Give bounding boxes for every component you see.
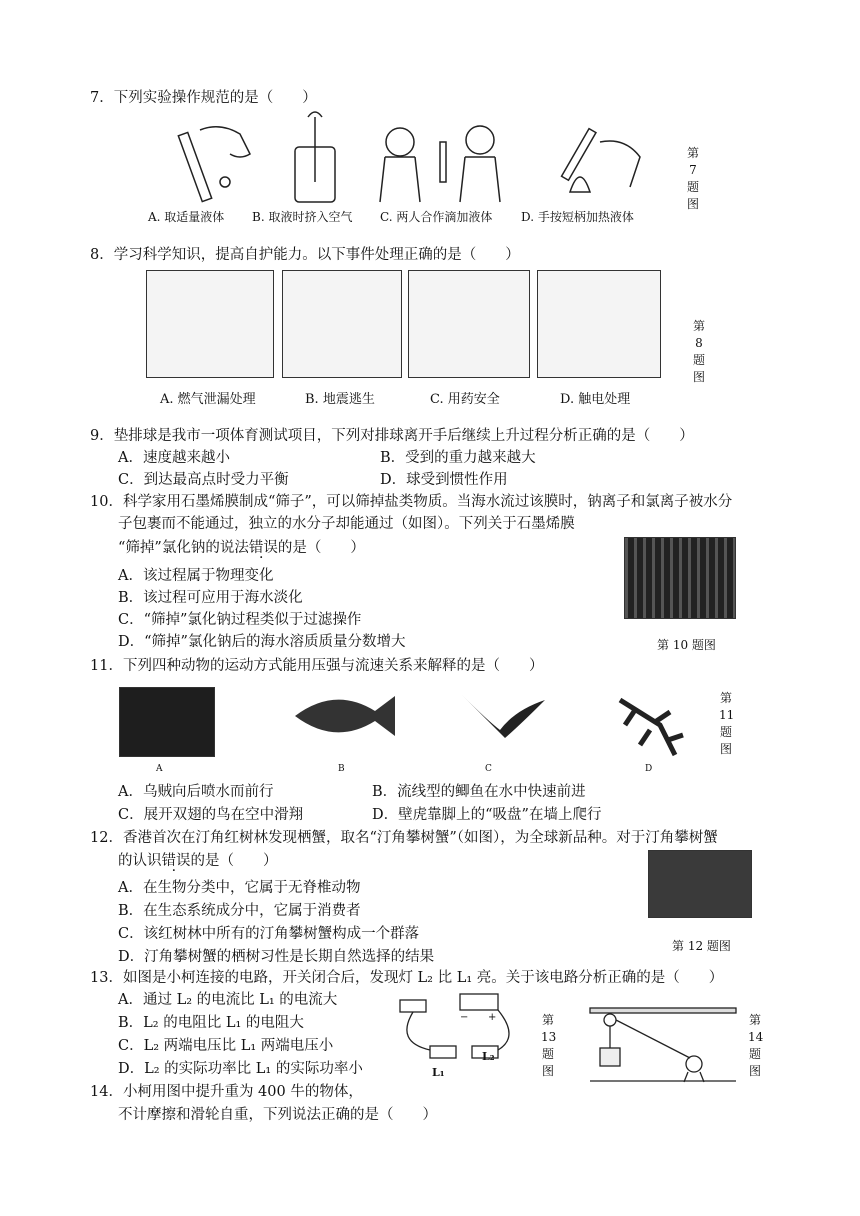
- q14-pulley-drawing: [590, 1006, 740, 1082]
- q11-bird-image: [462, 690, 547, 750]
- q11-fish-image: [290, 686, 400, 746]
- q10-stem-line2: 子包裹而不能通过，独立的水分子却能通过（如图）。下列关于石墨烯膜: [118, 516, 575, 532]
- q11-side-caption: 第 11 题 图: [719, 691, 735, 756]
- q7-illustrations: [170, 112, 670, 212]
- q13-option-a: A．通过 L₂ 的电流比 L₁ 的电流大: [118, 992, 338, 1008]
- q11-option-d: D．壁虎靠脚上的“吸盘”在墙上爬行: [372, 807, 602, 823]
- q12-option-a: A．在生物分类中，它属于无脊椎动物: [118, 880, 361, 896]
- q10-graphene-image: [624, 537, 736, 619]
- q7-option-d: D. 手按短柄加热液体: [521, 210, 634, 224]
- q11-option-b: B．流线型的鲫鱼在水中快速前进: [372, 784, 586, 800]
- q14-side-caption: 第 14 题 图: [748, 1013, 764, 1078]
- q8-panel-a: [146, 270, 274, 378]
- q9-stem: 9．垫排球是我市一项体育测试项目，下列对排球离开手后继续上升过程分析正确的是（ ）: [90, 428, 694, 444]
- q12-caption: 第 12 题图: [672, 939, 731, 953]
- q8-option-b: B. 地震逃生: [305, 392, 375, 407]
- q10-option-d: D．“筛掉”氯化钠后的海水溶质质量分数增大: [118, 634, 406, 650]
- q13-minus-label: −: [460, 1012, 469, 1023]
- q7-option-b: B. 取液时挤入空气: [252, 210, 353, 224]
- q11-option-a: A．乌贼向后喷水而前行: [118, 784, 274, 800]
- q12-crab-image: [648, 850, 752, 918]
- q11-label-d: D: [645, 764, 653, 774]
- q13-side-caption: 第 13 题 图: [541, 1013, 557, 1078]
- q11-label-c: C: [485, 764, 492, 774]
- q8-option-c: C. 用药安全: [430, 392, 500, 407]
- q13-l2-label: L₂: [482, 1050, 495, 1063]
- q7-option-a: A. 取适量液体: [148, 210, 225, 224]
- q13-option-d: D．L₂ 的实际功率比 L₁ 的实际功率小: [118, 1061, 363, 1077]
- q7-side-caption: 第 7 题 图: [686, 146, 699, 211]
- q8-panel-d: [537, 270, 661, 378]
- q9-option-a: A．速度越来越小: [118, 450, 230, 466]
- q11-stem: 11．下列四种动物的运动方式能用压强与流速关系来解释的是（ ）: [90, 658, 544, 674]
- q11-label-b: B: [338, 764, 345, 774]
- q8-side-caption: 第 8 题 图: [692, 319, 705, 384]
- q12-stem-line1: 12．香港首次在汀角红树林发现栖蟹，取名“汀角攀树蟹”（如图），为全球新品种。对于汀角攀树蟹: [90, 830, 718, 846]
- q14-stem-line1: 14．小柯用图中提升重为 400 牛的物体，: [90, 1084, 363, 1100]
- q13-stem: 13．如图是小柯连接的电路，开关闭合后，发现灯 L₂ 比 L₁ 亮。关于该电路分析正确的是（ ）: [90, 970, 724, 986]
- q9-option-c: C．到达最高点时受力平衡: [118, 472, 289, 488]
- q11-option-c: C．展开双翅的鸟在空中滑翔: [118, 807, 304, 823]
- q7-option-c: C. 两人合作滴加液体: [380, 210, 493, 224]
- q11-label-a: A: [156, 764, 163, 774]
- q9-option-d: D．球受到惯性作用: [380, 472, 508, 488]
- q13-circuit-drawing: [390, 992, 520, 1067]
- q8-panel-b: [282, 270, 402, 378]
- q12-stem-line2: 的认识错误的是（ ）: [118, 853, 278, 869]
- q10-caption: 第 10 题图: [657, 638, 716, 652]
- q10-stem-line1: 10．科学家用石墨烯膜制成“筛子”，可以筛掉盐类物质。当海水流过该膜时，钠离子和氯离子被水分: [90, 494, 733, 510]
- q12-option-b: B．在生态系统成分中，它属于消费者: [118, 903, 361, 919]
- q11-squid-image: [119, 687, 215, 757]
- q13-option-c: C．L₂ 两端电压比 L₁ 两端电压小: [118, 1038, 334, 1054]
- q13-plus-label: +: [488, 1012, 497, 1023]
- q8-stem: 8．学习科学知识，提高自护能力。以下事件处理正确的是（ ）: [90, 247, 520, 263]
- q10-option-b: B．该过程可应用于海水淡化: [118, 590, 303, 606]
- q10-stem-line3: “筛掉”氯化钠的说法错误的是（ ）: [118, 540, 365, 556]
- q7-stem: 7．下列实验操作规范的是（ ）: [90, 90, 317, 106]
- q8-panel-c: [408, 270, 530, 378]
- q8-option-d: D. 触电处理: [560, 392, 631, 407]
- q13-l1-label: L₁: [432, 1066, 445, 1079]
- q8-option-a: A. 燃气泄漏处理: [160, 392, 256, 407]
- q12-option-c: C．该红树林中所有的汀角攀树蟹构成一个群落: [118, 926, 420, 942]
- q12-option-d: D．汀角攀树蟹的栖树习性是长期自然选择的结果: [118, 949, 435, 965]
- q14-stem-line2: 不计摩擦和滑轮自重，下列说法正确的是（ ）: [118, 1107, 437, 1123]
- q10-option-a: A．该过程属于物理变化: [118, 568, 274, 584]
- q10-option-c: C．“筛掉”氯化钠过程类似于过滤操作: [118, 612, 362, 628]
- q9-option-b: B．受到的重力越来越大: [380, 450, 536, 466]
- q11-gecko-image: [610, 690, 690, 760]
- q13-option-b: B．L₂ 的电阻比 L₁ 的电阻大: [118, 1015, 304, 1031]
